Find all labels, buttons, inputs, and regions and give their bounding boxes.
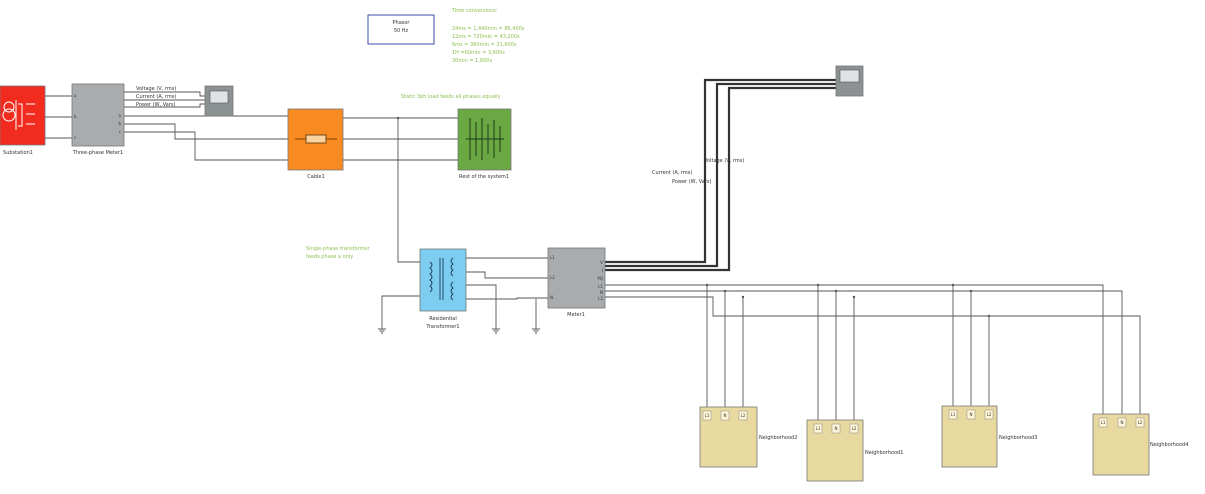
meter-out-port-a: a	[118, 113, 121, 118]
cable-label: Cable1	[307, 174, 325, 180]
neighborhood4-port-l2: L2	[1137, 420, 1143, 425]
phasor-label: Phasor	[392, 20, 410, 26]
transformer-note-line-2: feeds phase a only	[306, 254, 354, 260]
neighborhood4-label: Neighborhood4	[1150, 442, 1189, 448]
neighborhood2-label: Neighborhood2	[759, 435, 798, 441]
signal-power-label: Power (W, Vars)	[136, 102, 176, 108]
transformer-label-line-2: Transformer1	[426, 324, 460, 330]
rest-of-system-label: Rest of the system1	[459, 174, 509, 180]
meter1-current-label: Current (A, rms)	[652, 170, 693, 176]
neighborhood2-port-l2: L2	[740, 413, 746, 418]
three-phase-meter-label: Three-phase Meter1	[72, 150, 124, 156]
neighborhood-block-1[interactable]	[807, 420, 903, 481]
meter1-in-l2: L2	[550, 275, 555, 280]
three-phase-meter-block[interactable]	[72, 84, 124, 156]
scope-block-2[interactable]	[836, 66, 863, 96]
neighborhood1-port-n: N	[834, 426, 838, 431]
neighborhood4-port-l1: L1	[1100, 420, 1106, 425]
substation-block[interactable]	[0, 86, 45, 156]
scope-icon	[210, 91, 228, 103]
meter1-out-n: N	[600, 290, 603, 295]
meter1-out-i: I	[601, 268, 603, 273]
meter1-power-label: Power (W, Vars)	[672, 179, 712, 185]
meter1-out-v: V	[600, 260, 603, 265]
neighborhood1-label: Neighborhood1	[865, 450, 904, 456]
neighborhood4-port-n: N	[1120, 420, 1124, 425]
substation-label: Substation1	[3, 150, 33, 156]
meter1-out-l1: L1	[598, 284, 603, 289]
neighborhood-block-4[interactable]	[1093, 414, 1188, 475]
time-conversion-note	[451, 8, 525, 64]
meter1-in-n: N	[550, 295, 553, 300]
cable-block[interactable]	[288, 109, 343, 180]
neighborhood3-port-n: N	[969, 412, 973, 417]
neighborhood3-label: Neighborhood3	[999, 435, 1038, 441]
phasor-block[interactable]	[368, 15, 434, 44]
meter1-out-l2: L2	[598, 296, 603, 301]
scope-block-1[interactable]	[205, 86, 233, 116]
neighborhood1-port-l1: L1	[815, 426, 821, 431]
static-load-note: Static 3ph load feeds all phases equally	[401, 94, 501, 100]
rest-of-system-block[interactable]	[458, 109, 511, 180]
signal-voltage-label: Voltage (V, rms)	[136, 86, 177, 92]
meter1-in-l1: L1	[550, 255, 555, 260]
meter-out-port-c: c	[118, 129, 121, 134]
neighborhood3-port-l2: L2	[986, 412, 992, 417]
transformer-note-line-1: Single-phase transformer	[306, 246, 370, 252]
neighborhood-block-2[interactable]	[700, 407, 797, 467]
time-line-4: 1H =60min = 3,600s	[452, 50, 505, 56]
time-line-1: 24ms = 1,440min = 86,400s	[452, 26, 525, 32]
meter-out-port-b: b	[118, 121, 121, 126]
neighborhood2-port-n: N	[723, 413, 727, 418]
meter1-block[interactable]	[548, 248, 605, 318]
scope-icon	[840, 70, 859, 82]
time-line-5: 30min = 1,800s	[452, 58, 493, 64]
transformer-label-line-1: Residential	[429, 316, 457, 322]
neighborhood3-port-l1: L1	[950, 412, 956, 417]
residential-transformer-block[interactable]	[420, 249, 466, 330]
phasor-frequency: 50 Hz	[393, 28, 409, 34]
neighborhood1-port-l2: L2	[851, 426, 857, 431]
time-conversion-title: Time conversions:	[452, 8, 498, 14]
neighborhood2-port-l1: L1	[704, 413, 710, 418]
meter1-voltage-label: Voltage (V, rms)	[704, 158, 745, 164]
meter-port-c: c	[74, 135, 77, 140]
meter-port-b: b	[74, 114, 77, 119]
meter1-out-pq: PQ	[597, 276, 603, 281]
meter1-label: Meter1	[567, 312, 585, 318]
time-line-3: 6ms = 360min = 21,600s	[452, 42, 517, 48]
time-line-2: 12ms = 720min = 43,200s	[452, 34, 520, 40]
signal-current-label: Current (A, rms)	[136, 94, 177, 100]
meter-port-a: a	[74, 93, 77, 98]
neighborhood-block-3[interactable]	[942, 406, 1037, 467]
